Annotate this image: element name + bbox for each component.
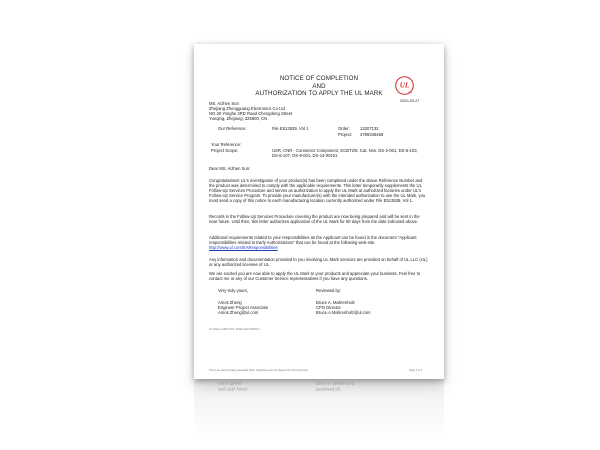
logo-text: UL xyxy=(399,81,410,90)
reflection-signer-right-name: Bruce A. Mahrenholz xyxy=(316,381,355,387)
reflection-closing-left: Very truly yours, xyxy=(218,387,249,393)
addressee-company: Zhejiang Zhengguang Electronics Co Ltd xyxy=(209,106,285,112)
responsibilities-link[interactable]: http://www.ul.com/EAResponsibilities xyxy=(209,245,278,251)
signer-left-name: Amos Zheng xyxy=(218,300,242,305)
document-date: 2020-03-27 xyxy=(400,99,420,103)
order-label: Order: xyxy=(338,126,350,131)
signer-left-title: Engineer Project Associate xyxy=(218,305,269,311)
ul-logo-icon xyxy=(395,76,414,95)
page-number: Page 1 of 1 xyxy=(409,369,423,372)
signer-right-email: Bruce.A.Mahrenholz@ul.com xyxy=(316,310,371,316)
closing-left: Very truly yours, xyxy=(218,288,249,293)
reflection-closing-right: Reviewed by: xyxy=(316,387,342,393)
paragraph-3 xyxy=(209,235,429,250)
title-line-1: NOTICE OF COMPLETION xyxy=(279,75,359,82)
signer-right-title: CPO Director xyxy=(316,305,341,311)
addressee-name: MS. Aizhen Sun xyxy=(209,101,239,106)
paragraph-4: Any information and documentation provided to you involving UL Mark services are provided on behalf of UL LLC (UL) or any authorized licensee of UL. xyxy=(209,257,428,268)
footer-note: This is an electronically generated letter. Signatures are not required for this document. xyxy=(209,369,309,372)
signer-right-name: Bruce A. Mahrenholz xyxy=(316,300,355,305)
addressee-city: Yueqing, Zhejiang, 325600, CN xyxy=(209,116,268,122)
closing-right: Reviewed by: xyxy=(316,288,342,293)
form-code: UL Notice (CRM 1017, 2018 rev02 002/041) xyxy=(209,328,260,331)
title-line-2: AND xyxy=(312,82,326,90)
page-reflection xyxy=(194,379,444,439)
paragraph-2: Records in the Follow-Up Services Procedure covering the product are now being prepared and will be sent in the near future. Until then, this letter authorizes application of the UL Mark for 90 days from the date indicated above. xyxy=(209,214,420,225)
project-scope-line-2: DS-8-107, DS-9-001, DS-13-00101 xyxy=(272,153,338,158)
our-reference-value: File E513539, Vol 1 xyxy=(272,126,309,131)
signer-left xyxy=(218,300,268,315)
signer-right xyxy=(316,300,371,315)
our-reference-label: Our Reference: xyxy=(218,126,247,131)
document-page xyxy=(194,44,444,379)
project-label: Project: xyxy=(338,132,353,137)
paragraph-5: We are excited you are now able to apply the UL Mark to your products and appreciate your business. Feel free to contact me or any of our Customer Service representatives if you have any questions. xyxy=(209,271,421,282)
project-value: 4789348468 xyxy=(360,132,384,137)
project-scope-label: Project Scope: xyxy=(211,148,239,153)
project-scope-line-1: USR, CNR - Connector Component, ECBT2/8. Cat. Nos. DS-2-001, DS-5-103, xyxy=(272,148,418,153)
paragraph-3-text: Additional requirements related to your responsibilities as the Applicant can be found in the document "Applicant responsibilities related to Early Authorizations" that can be found at the following web-site: xyxy=(209,235,417,246)
salutation: Dear MS. Aizhen Sun: xyxy=(209,166,251,171)
order-value: 13207132 xyxy=(360,126,379,131)
paragraph-1: Congratulations! UL's investigation of your product(s) has been completed under the above Reference Number and the product was determined to comply with the applicable requirements. This letter temporarily supplements the UL Follow-Up Services Procedure and serves as authorization to apply the UL Mark at authorized factories under UL's Follow-Up Service Program. To provide your manufacturer(s) with the intended authorization to use the UL Mark, you must send a copy of this notice to each manufacturing location currently authorized under File E513539, Vol 1. xyxy=(209,178,426,204)
addressee-street: NO.20 Yonghe 3RD Road Chengdong Street xyxy=(209,111,293,117)
reflection-signer-left-name: Amos Zheng xyxy=(218,381,242,387)
addressee-block xyxy=(209,101,292,121)
title-line-3: AUTHORIZATION TO APPLY THE UL MARK xyxy=(255,90,383,98)
signer-left-email: Amos.Zheng@ul.com xyxy=(218,310,259,316)
logo-subtext: US xyxy=(408,91,412,95)
your-reference-label: Your Reference: xyxy=(211,142,242,147)
